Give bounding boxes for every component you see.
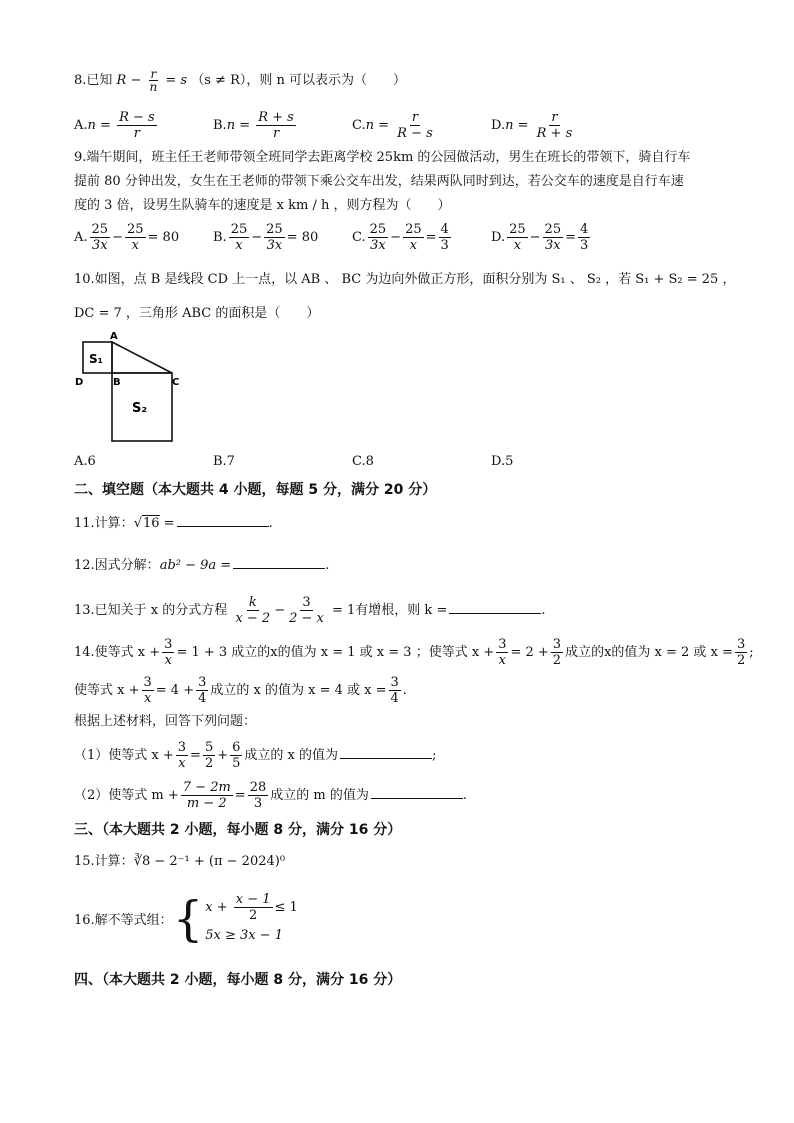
question-9-line1: 9.端午期间，班主任王老师带领全班同学去距离学校 25km 的公园做活动，男生在班长的带领下，骑自行车 [74,150,691,165]
q8-option-a: A.n = $\frac{R - s}{r}$ [74,110,155,141]
q9-option-d: D. $\frac{25}{x}$ − $\frac{25}{3x}$ = $\frac{4}{3}$ [491,222,589,253]
answer-blank[interactable] [371,786,463,799]
section-2-heading: 二、填空题（本大题共 4 小题，每题 5 分，满分 20 分） [74,482,437,498]
q10-option-a: A.6 [74,454,96,469]
q8-option-d: D.n = $\frac{r}{R + s}$ [491,110,573,141]
q10-option-b: B.7 [213,454,235,469]
question-15: 15.计算：∛8 − 2⁻¹ + (π − 2024)⁰ [74,854,286,869]
q8-option-c: C.n = $\frac{r}{R - s}$ [352,110,433,141]
q9-option-b: B. $\frac{25}{x}$ − $\frac{25}{3x}$ = 80 [213,222,319,253]
answer-blank[interactable] [177,514,269,527]
section-3-heading: 三、（本大题共 2 小题，每小题 8 分，满分 16 分） [74,822,402,838]
question-10-line1: 10.如图，点 B 是线段 CD 上一点，以 AB 、 BC 为边向外做正方形，面积分别为 S₁ 、 S₂ ，若 S₁ + S₂ = 25 ， [74,272,736,287]
question-13: 13.已知关于 x 的分式方程 $\frac{k}{x - 2}$ − $\frac{3}{2 - x}$ = 1有增根，则 k = . [74,595,546,626]
question-14-sub2: （2）使等式 m + $\frac{7 - 2m}{m - 2}$ = $\frac{28}{3}$ 成立的 m 的值为 . [74,780,467,811]
question-11: 11.计算：√16 = . [74,516,273,531]
q9-option-a: A. $\frac{25}{3x}$ − $\frac{25}{x}$ = 80 [74,222,180,253]
question-9-line3: 度的 3 倍，设男生队骑车的速度是 x km / h ，则方程为（ ） [74,198,451,213]
question-12: 12.因式分解：ab² − 9a = . [74,558,330,573]
question-14-line2: 使等式 x + $\frac{3}{x}$ = 4 + $\frac{3}{4}$ 成立的 x 的值为 x = 4 或 x = $\frac{3}{4}$ . [74,675,407,706]
label-b: B [113,377,121,388]
question-10-line2: DC = 7 ，三角形 ABC 的面积是（ ） [74,306,320,321]
question-14-line3: 根据上述材料，回答下列问题： [74,714,257,729]
question-16: 16.解不等式组：{ x + $\frac{x - 1}{2}$ ≤ 1 5x ≥ 3x − 1 [74,890,298,947]
label-a: A [110,331,118,342]
answer-blank[interactable] [449,601,541,614]
fraction: $\frac{r}{n}$ [149,67,158,94]
q10-figure [74,328,186,446]
question-9-line2: 提前 80 分钟出发，女生在王老师的带领下乘公交车出发，结果两队同时到达，若公交车的速度是自行车速 [74,174,684,189]
question-14-line1: 14.使等式 x + $\frac{3}{x}$ = 1 + 3 成立的x的值为 x = 1 或 x = 3 ；使等式 x + $\frac{3}{x}$ = 2 + $\frac{3}{2}$ 成立的x的值为 x = 2 或 x = $\frac{3}{2}$ ; [74,637,754,668]
label-c: C [172,377,180,388]
question-14-sub1: （1）使等式 x + $\frac{3}{x}$ = $\frac{5}{2}$ + $\frac{6}{5}$ 成立的 x 的值为 ; [74,740,437,771]
q10-option-c: C.8 [352,454,374,469]
label-s1: S₁ [89,352,103,366]
triangle-abc [112,342,172,373]
answer-blank[interactable] [233,556,325,569]
answer-blank[interactable] [340,746,432,759]
label-d: D [75,377,84,388]
section-4-heading: 四、（本大题共 2 小题，每小题 8 分，满分 16 分） [74,972,402,988]
question-8: 8.已知 R − $\frac{r}{n}$ = s （s ≠ R），则 n 可以表示为（ ） [74,67,406,94]
label-s2: S₂ [132,401,148,416]
q9-option-c: C. $\frac{25}{3x}$ − $\frac{25}{x}$ = $\frac{4}{3}$ [352,222,449,253]
q10-option-d: D.5 [491,454,514,469]
q8-option-b: B.n = $\frac{R + s}{r}$ [213,110,294,141]
